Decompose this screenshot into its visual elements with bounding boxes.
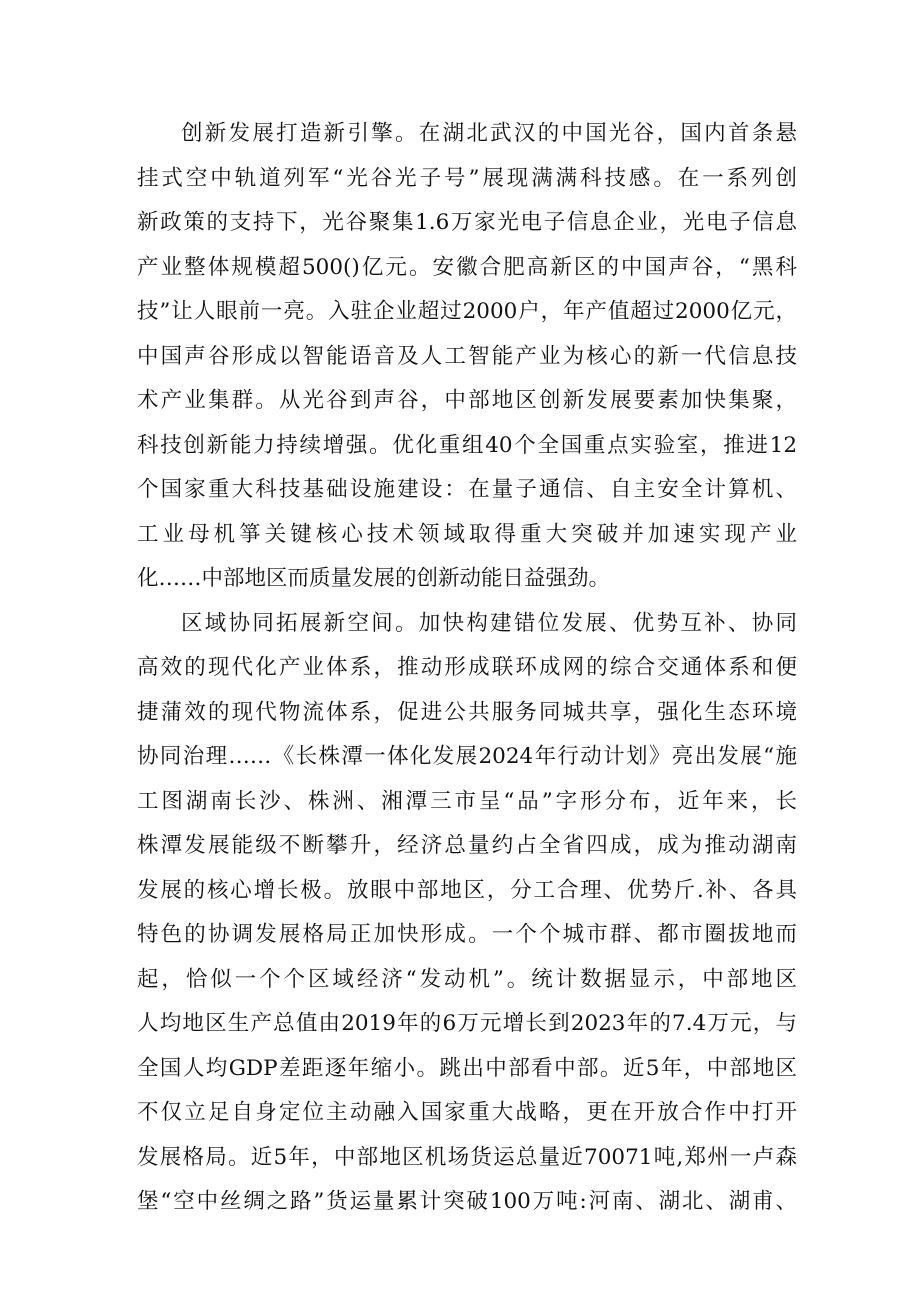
text-line: 工业母机箏关键核心技术领域取得重大突破并加速实现产业 <box>137 521 797 547</box>
text-line: 人均地区生产总值由2019年的6万元增长到2023年的7.4万元，与 <box>137 1011 797 1036</box>
text-line: 化……中部地区而质量发展的创新动能日益强劲。 <box>137 566 611 591</box>
text-line: 术产业集群。从光谷到声谷，中部地区创新发展要素加快集聚， <box>137 388 797 413</box>
text-line: 株潭发展能级不断攀升，经济总量约占全省四成，成为推动湖南 <box>137 833 797 858</box>
text-line: 捷蒲效的现代物流体系，促进公共服务同城共享，强化生态环境 <box>137 699 797 725</box>
text-line: 新政策的支持下，光谷聚集1.6万家光电子信息企业，光电子信息 <box>137 210 797 235</box>
text-line: 工图湖南长沙、株洲、湘潭三市呈“品”字形分布，近年来，长 <box>137 788 797 814</box>
text-line: 不仅立足自身定位主动融入国家重大战略，更在开放合作中打开 <box>137 1100 797 1125</box>
text-line: 产业整体规模超500()亿元。安徽合肥高新区的中国声谷，“黑科 <box>137 254 797 280</box>
document-page <box>137 112 797 1225</box>
paragraph-innovation <box>137 112 797 602</box>
text-line: 技”让人眼前一亮。入驻企业超过2000户，年产值超过2000亿元， <box>137 299 797 324</box>
text-line: 个国家重大科技基础设施建设：在量子通信、自主安全计算机、 <box>137 477 797 502</box>
text-line: 高效的现代化产业体系，推动形成联环成网的综合交通体系和便 <box>137 655 797 680</box>
text-line: 发展的核心增长极。放眼中部地区，分工合理、优势斤.补、各具 <box>137 877 797 903</box>
text-line: 全国人均GDP差距逐年缩小。跳出中部看中部。近5年，中部地区 <box>137 1055 797 1081</box>
text-line: 堡“空中丝绸之路”货运量累计突破100万吨:河南、湖北、湖甫、 <box>137 1189 797 1214</box>
text-line: 特色的协调发展格局正加快形成。一个个城市群、都市圈拔地而 <box>137 922 797 947</box>
text-line: 发展格局。近5年，中部地区机场货运总量近70071吨,郑州一卢森 <box>137 1144 797 1170</box>
text-line: 创新发展打造新引擎。在湖北武汉的中国光谷，国内首条悬 <box>181 121 797 146</box>
text-line: 科技创新能力持续增强。优化重组40个全国重点实验室，推进12 <box>137 432 797 458</box>
text-line: 区域协同拓展新空间。加快构建错位发展、优势互补、协同 <box>181 610 797 636</box>
text-line: 中国声谷形成以智能语音及人工智能产业为核心的新一代信息技 <box>137 343 797 369</box>
text-line: 协同治理……《长株潭一体化发展2024年行动计划》亮出发展“施 <box>137 744 797 769</box>
text-line: 挂式空中轨道列军“光谷光子号”展现满满科技感。在一系列创 <box>137 165 797 191</box>
text-line: 起，恰似一个个区域经济“发动机”。统计数据显示，中部地区 <box>137 966 797 992</box>
paragraph-regional-coordination <box>137 602 797 1225</box>
